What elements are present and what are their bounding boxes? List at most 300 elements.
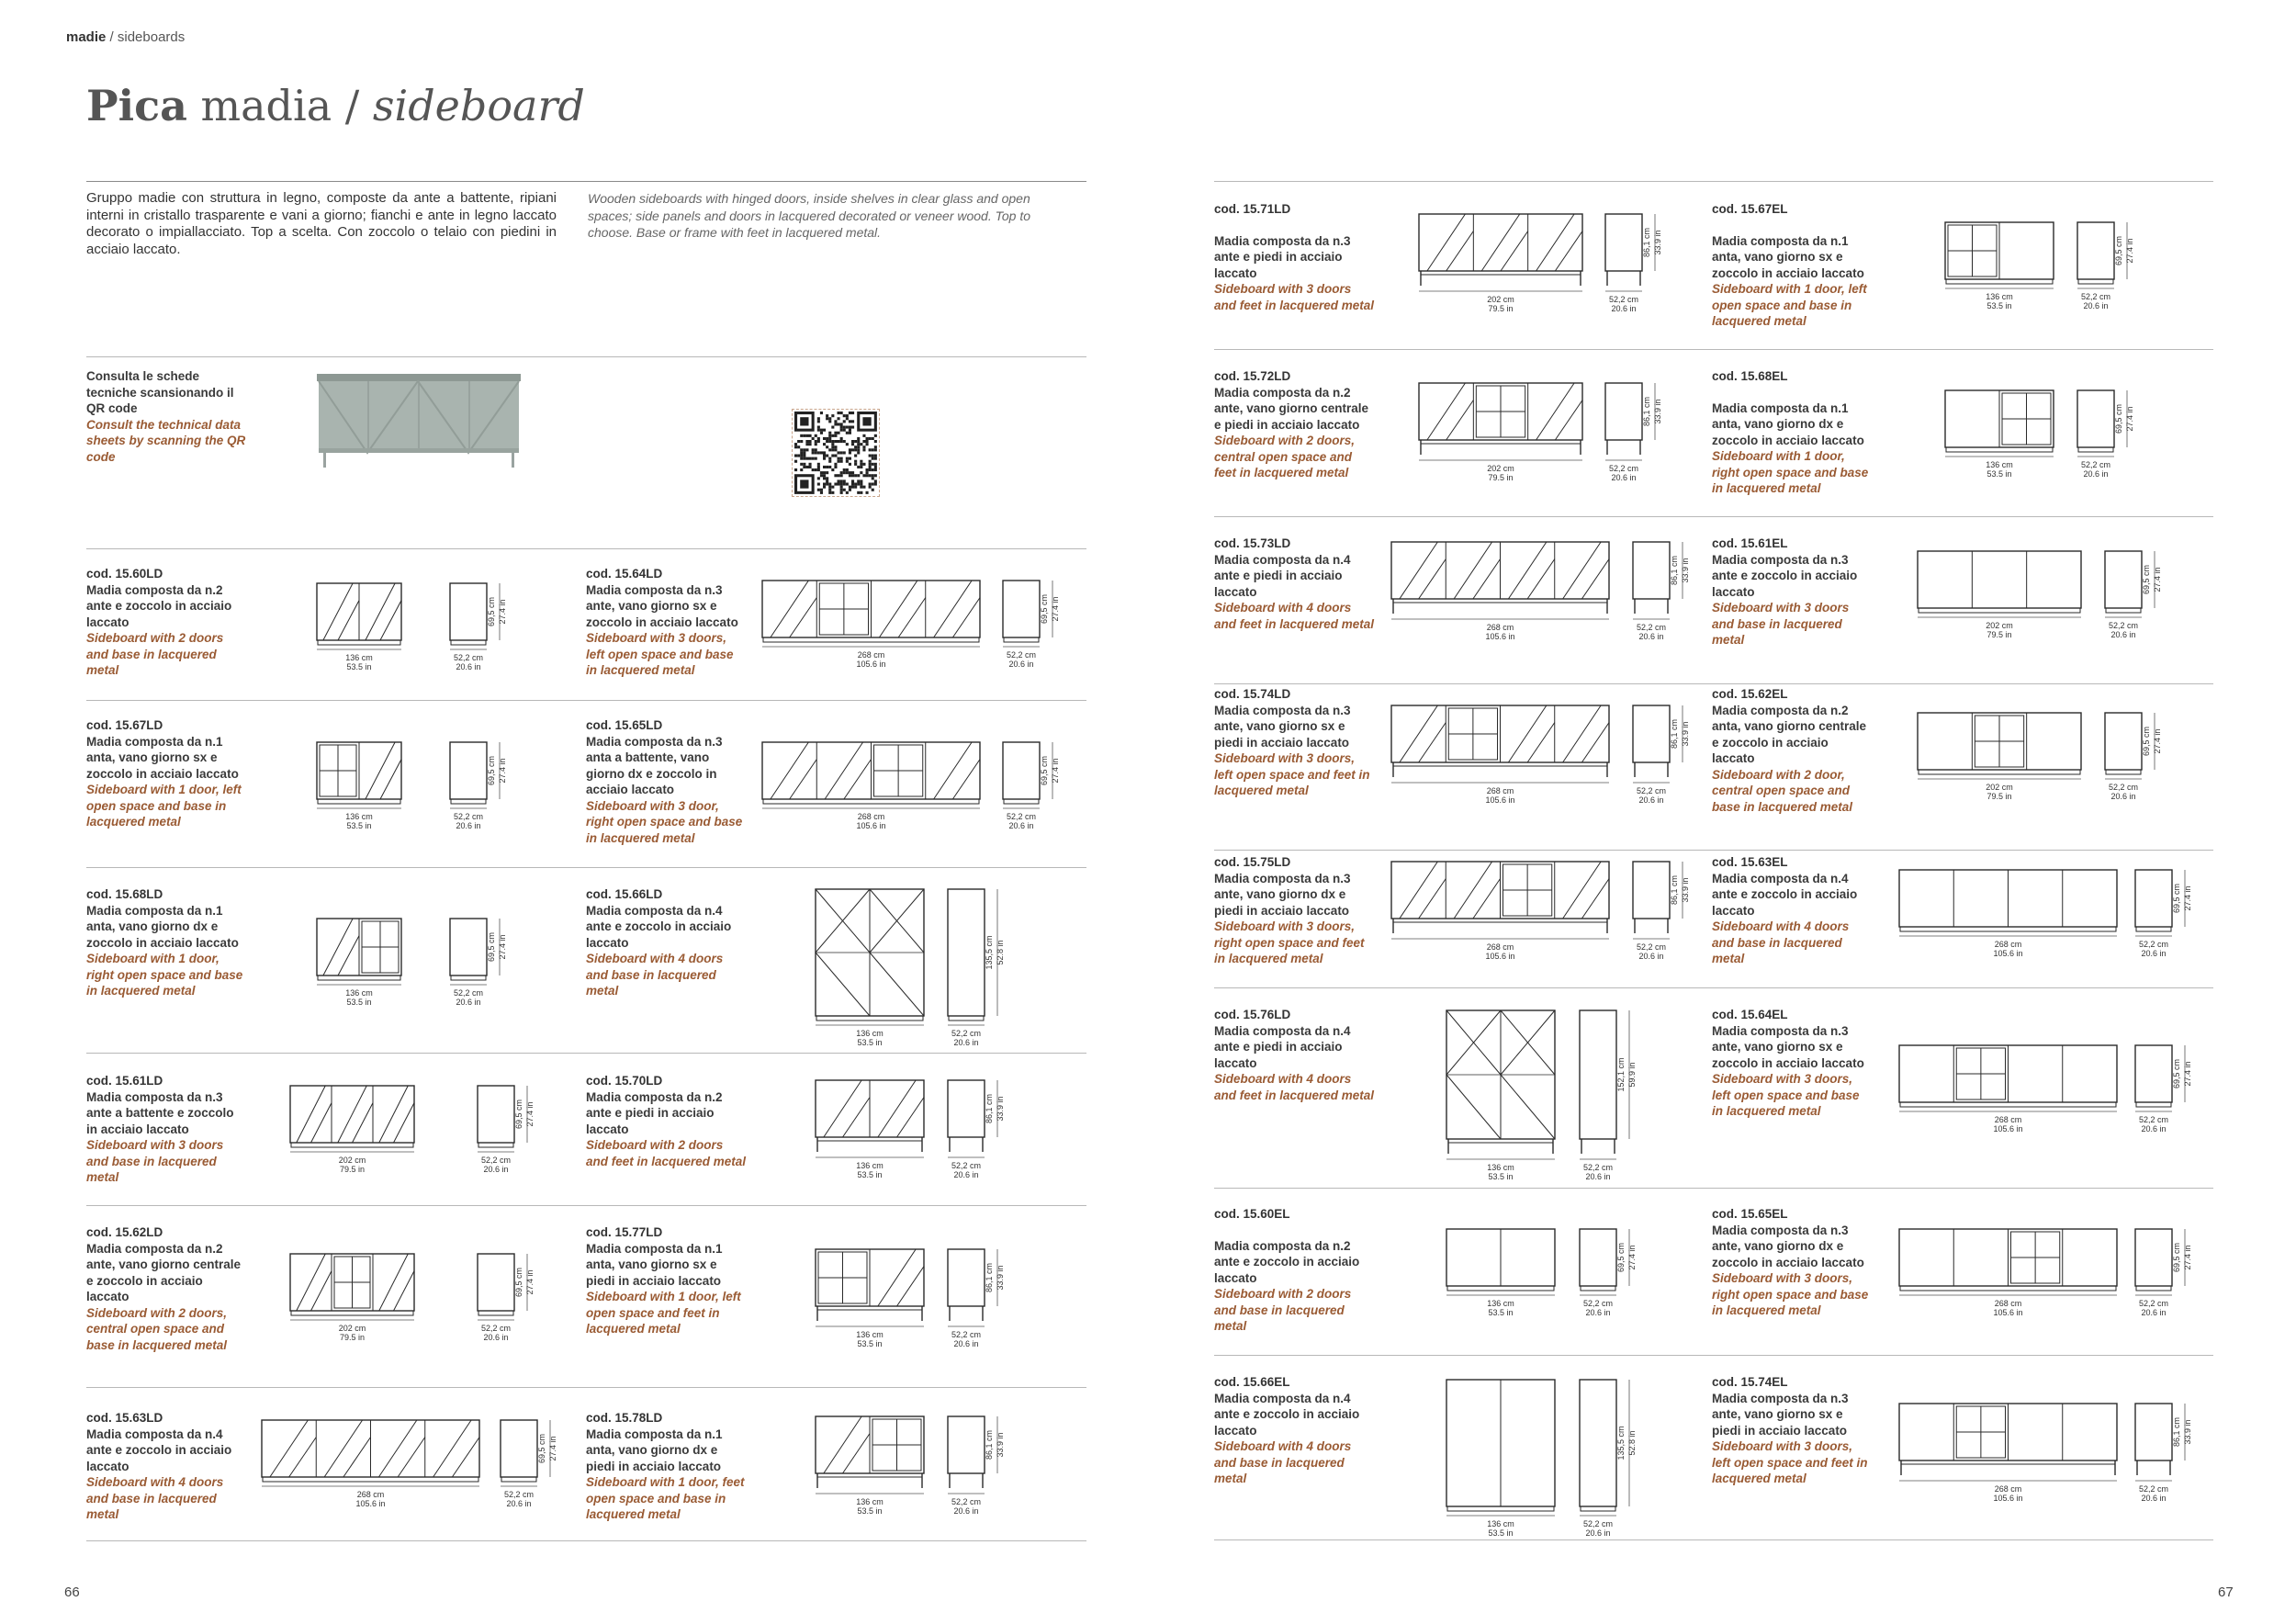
product-desc-en: Sideboard with 3 doors and feet in lacquered metal xyxy=(1214,282,1375,312)
dimension-label: 20.6 in xyxy=(1585,1528,1611,1538)
product-code: cod. 15.68EL xyxy=(1712,369,1788,383)
dimension-label: 27.4 in xyxy=(2153,728,2162,754)
plinth xyxy=(2106,608,2141,613)
product-desc-en: Sideboard with 3 doors, right open space and feet in lacquered metal xyxy=(1214,919,1365,965)
dimension-label: 20.6 in xyxy=(506,1499,532,1508)
dimension-label: 20.6 in xyxy=(456,662,481,671)
sideboard-side xyxy=(450,583,487,640)
dimension-label: 33.9 in xyxy=(1653,399,1662,424)
dimension-label: 52,2 cm xyxy=(2138,1115,2169,1124)
dimension-label: 105.6 in xyxy=(1485,632,1515,641)
dimension-label: 33.9 in xyxy=(996,1265,1005,1291)
dimension-label: 86,1 cm xyxy=(1642,396,1651,427)
dimension-label: 79.5 in xyxy=(339,1333,366,1342)
dimension-label: 52,2 cm xyxy=(2108,783,2139,792)
dimension-label: 53.5 in xyxy=(346,821,372,830)
title-bold: Pica xyxy=(86,81,187,130)
dimension-label: 202 cm xyxy=(1986,783,2013,792)
plinth xyxy=(1004,799,1039,804)
dimension-label: 20.6 in xyxy=(2141,949,2167,958)
product-desc-it: Madia composta da n.3 ante, vano giorno dx e zoccolo in acciaio laccato xyxy=(1712,1223,1864,1269)
dimension-label: 105.6 in xyxy=(1485,795,1515,805)
product-desc-en: Sideboard with 2 doors and base in lacquered metal xyxy=(1214,1287,1352,1333)
dimension-label: 136 cm xyxy=(345,988,373,998)
dimension-label: 52,2 cm xyxy=(951,1029,982,1038)
dimension-label: 52,2 cm xyxy=(2138,940,2169,949)
sideboard-side xyxy=(501,1420,537,1477)
product-desc-it: Madia composta da n.1 anta, vano giorno sx e piedi in acciaio laccato xyxy=(586,1241,723,1288)
product-desc-it: Madia composta da n.1 anta, vano giorno dx e zoccolo in acciaio laccato xyxy=(86,903,239,950)
dimension-label: 20.6 in xyxy=(1611,304,1637,313)
sideboard-side xyxy=(1633,705,1670,762)
product-desc-it: Madia composta da n.1 anta, vano giorno sx e zoccolo in acciaio laccato xyxy=(1712,233,1864,280)
dimension-label: 33.9 in xyxy=(996,1096,1005,1122)
product-code: cod. 15.74LD xyxy=(1214,687,1291,701)
sideboard-side xyxy=(450,919,487,976)
dimension-label: 20.6 in xyxy=(953,1506,979,1516)
product-code: cod. 15.63EL xyxy=(1712,855,1788,869)
plinth xyxy=(2078,447,2113,452)
dimension-label: 52,2 cm xyxy=(1636,786,1667,795)
dimension-label: 52,2 cm xyxy=(1006,650,1037,660)
product-code: cod. 15.61LD xyxy=(86,1074,163,1088)
product-desc-en: Sideboard with 2 doors and base in lacquered metal xyxy=(86,631,224,677)
breadcrumb-subsection: sideboards xyxy=(117,29,186,45)
dimension-label: 27.4 in xyxy=(498,934,507,960)
product-desc-en: Sideboard with 4 doors and base in lacquered metal xyxy=(1712,919,1850,965)
dimension-label: 86,1 cm xyxy=(1670,874,1679,906)
product-desc-en: Sideboard with 2 doors and feet in lacquered metal xyxy=(586,1138,747,1168)
dimension-label: 52.8 in xyxy=(1627,1430,1637,1456)
sideboard-side xyxy=(2135,1404,2172,1460)
dimension-label: 27.4 in xyxy=(2125,238,2134,264)
plinth xyxy=(291,1311,413,1315)
dimension-label: 86,1 cm xyxy=(1642,227,1651,258)
plinth xyxy=(318,976,400,980)
plinth xyxy=(1581,1286,1615,1291)
dimension-label: 136 cm xyxy=(345,812,373,821)
dimension-label: 53.5 in xyxy=(1488,1528,1514,1538)
dimension-label: 20.6 in xyxy=(2083,469,2109,479)
dimension-label: 27.4 in xyxy=(2125,406,2134,432)
dimension-label: 27.4 in xyxy=(525,1269,535,1295)
dimension-label: 27.4 in xyxy=(1627,1245,1637,1270)
sideboard-side xyxy=(2105,551,2142,608)
sideboard-side xyxy=(2135,1229,2172,1286)
product-code: cod. 15.62LD xyxy=(86,1225,163,1239)
dimension-label: 33.9 in xyxy=(2183,1419,2192,1445)
product-desc-en: Sideboard with 3 doors, left open space and base in lacquered metal xyxy=(1712,1072,1860,1118)
dimension-label: 20.6 in xyxy=(2083,301,2109,310)
dimension-label: 20.6 in xyxy=(2110,792,2136,801)
product-desc-en: Sideboard with 1 door, left open space and feet in lacquered metal xyxy=(586,1290,741,1336)
dimension-label: 20.6 in xyxy=(1008,660,1034,669)
plinth xyxy=(949,1016,984,1021)
sideboard-side xyxy=(478,1254,514,1311)
page-number-right: 67 xyxy=(2218,1585,2234,1600)
sideboard-side xyxy=(1605,383,1642,440)
product-desc-en: Sideboard with 3 door, right open space and base in lacquered metal xyxy=(586,798,743,845)
plinth xyxy=(1946,447,2053,452)
dimension-label: 52,2 cm xyxy=(951,1497,982,1506)
dimension-label: 86,1 cm xyxy=(985,1262,994,1293)
dimension-label: 52,2 cm xyxy=(2080,460,2111,469)
dimension-label: 69,5 cm xyxy=(1040,755,1049,786)
sideboard-side xyxy=(1580,1380,1616,1506)
product-code: cod. 15.61EL xyxy=(1712,536,1788,550)
product-desc-it: Madia composta da n.4 ante e piedi in acciaio laccato xyxy=(1214,552,1351,599)
product-desc-en: Sideboard with 4 doors and feet in lacquered metal xyxy=(1214,601,1375,631)
dimension-label: 152,1 cm xyxy=(1616,1057,1626,1092)
product-code: cod. 15.76LD xyxy=(1214,1008,1291,1021)
sideboard-side xyxy=(1580,1229,1616,1286)
product-code: cod. 15.75LD xyxy=(1214,855,1291,869)
dimension-label: 268 cm xyxy=(1994,1484,2022,1494)
dimension-label: 69,5 cm xyxy=(2114,235,2123,266)
dimension-label: 52,2 cm xyxy=(480,1156,512,1165)
page-number-left: 66 xyxy=(64,1585,80,1600)
plinth xyxy=(1447,1286,1554,1291)
sideboard-side xyxy=(948,1080,985,1137)
product-desc-it: Madia composta da n.4 ante e zoccolo in acciaio laccato xyxy=(586,903,732,950)
dimension-label: 52,2 cm xyxy=(503,1490,535,1499)
dimension-label: 53.5 in xyxy=(346,998,372,1007)
dimension-label: 69,5 cm xyxy=(2114,403,2123,434)
dimension-label: 52,2 cm xyxy=(1636,623,1667,632)
sideboard-front xyxy=(1918,551,2081,608)
plinth xyxy=(318,640,400,645)
dimension-label: 52,2 cm xyxy=(1608,295,1639,304)
dimension-label: 202 cm xyxy=(1986,621,2013,630)
product-desc-it: Madia composta da n.2 ante e zoccolo in acciaio laccato xyxy=(1214,1238,1360,1285)
sideboard-side xyxy=(2105,713,2142,770)
dimension-label: 27.4 in xyxy=(498,599,507,625)
product-code: cod. 15.78LD xyxy=(586,1411,663,1425)
dimension-label: 52.8 in xyxy=(996,940,1005,965)
product-code: cod. 15.62EL xyxy=(1712,687,1788,701)
product-code: cod. 15.60EL xyxy=(1214,1207,1290,1221)
sideboard-side xyxy=(1633,862,1670,919)
product-desc-it: Madia composta da n.3 ante, vano giorno dx e piedi in acciaio laccato xyxy=(1214,871,1351,918)
dimension-label: 268 cm xyxy=(1994,940,2022,949)
product-code: cod. 15.74EL xyxy=(1712,1375,1788,1389)
plinth xyxy=(478,1143,513,1147)
product-desc-it: Madia composta da n.1 anta, vano giorno dx e zoccolo in acciaio laccato xyxy=(1712,400,1864,447)
dimension-label: 136 cm xyxy=(856,1029,884,1038)
dimension-label: 79.5 in xyxy=(1488,304,1514,313)
product-desc-it: Madia composta da n.2 ante, vano giorno centrale e zoccolo in acciaio laccato xyxy=(86,1241,242,1303)
product-desc-en: Sideboard with 3 doors and base in lacquered metal xyxy=(1712,601,1850,647)
product-desc-en: Sideboard with 2 doors, central open space and base in lacquered metal xyxy=(86,1305,228,1352)
dimension-label: 20.6 in xyxy=(953,1170,979,1179)
dimension-label: 69,5 cm xyxy=(514,1099,523,1130)
dimension-label: 33.9 in xyxy=(996,1432,1005,1458)
dimension-label: 105.6 in xyxy=(1485,952,1515,961)
product-desc-it: Madia composta da n.2 ante, vano giorno centrale e piedi in acciaio laccato xyxy=(1214,385,1369,432)
dimension-label: 53.5 in xyxy=(346,662,372,671)
dimension-label: 20.6 in xyxy=(456,998,481,1007)
dimension-label: 20.6 in xyxy=(1638,632,1664,641)
dimension-label: 53.5 in xyxy=(1488,1308,1514,1317)
product-desc-en: Sideboard with 1 door, right open space and base in lacquered metal xyxy=(1712,449,1869,495)
sideboard-side xyxy=(2077,222,2114,279)
product-desc-en: Sideboard with 1 door, feet open space and base in lacquered metal xyxy=(586,1475,745,1521)
product-code: cod. 15.77LD xyxy=(586,1225,663,1239)
dimension-label: 86,1 cm xyxy=(985,1093,994,1124)
product-desc-it: Madia composta da n.2 anta, vano giorno centrale e zoccolo in acciaio laccato xyxy=(1712,703,1867,765)
dimension-label: 135,5 cm xyxy=(1616,1426,1626,1460)
dimension-label: 20.6 in xyxy=(2141,1494,2167,1503)
dimension-label: 268 cm xyxy=(1994,1299,2022,1308)
plinth xyxy=(451,799,486,804)
product-desc-en: Sideboard with 1 door, left open space and base in lacquered metal xyxy=(1712,282,1867,328)
product-code: cod. 15.70LD xyxy=(586,1074,663,1088)
breadcrumb-separator: / xyxy=(106,29,118,45)
dimension-label: 268 cm xyxy=(857,650,885,660)
product-code: cod. 15.72LD xyxy=(1214,369,1291,383)
product-code: cod. 15.63LD xyxy=(86,1411,163,1425)
product-code: cod. 15.66LD xyxy=(586,887,663,901)
dimension-label: 69,5 cm xyxy=(487,596,496,627)
dimension-label: 52,2 cm xyxy=(951,1161,982,1170)
plinth xyxy=(1919,770,2080,774)
dimension-label: 69,5 cm xyxy=(2172,883,2181,914)
product-code: cod. 15.65LD xyxy=(586,718,663,732)
plinth xyxy=(478,1311,513,1315)
dimension-label: 53.5 in xyxy=(857,1170,883,1179)
dimension-label: 27.4 in xyxy=(525,1101,535,1127)
product-desc-en: Sideboard with 3 doors, right open space and base in lacquered metal xyxy=(1712,1271,1869,1317)
dimension-label: 105.6 in xyxy=(1993,1124,2023,1133)
dimension-label: 69,5 cm xyxy=(514,1267,523,1298)
dimension-label: 105.6 in xyxy=(856,821,886,830)
product-desc-it: Madia composta da n.1 anta, vano giorno dx e piedi in acciaio laccato xyxy=(586,1427,723,1473)
dimension-label: 52,2 cm xyxy=(480,1324,512,1333)
dimension-label: 69,5 cm xyxy=(487,755,496,786)
dimension-label: 20.6 in xyxy=(483,1333,509,1342)
product-desc-en: Sideboard with 2 door, central open space and base in lacquered metal xyxy=(1712,767,1853,814)
dimension-label: 105.6 in xyxy=(1993,949,2023,958)
dimension-label: 52,2 cm xyxy=(1636,942,1667,952)
dimension-label: 79.5 in xyxy=(1986,630,2012,639)
product-desc-en: Sideboard with 4 doors and base in lacquered metal xyxy=(586,952,724,998)
product-desc-it: Madia composta da n.2 ante e zoccolo in acciaio laccato xyxy=(86,582,232,629)
product-code: cod. 15.71LD xyxy=(1214,202,1291,216)
product-desc-en: Sideboard with 4 doors and base in lacquered metal xyxy=(86,1475,224,1521)
sideboard-side xyxy=(948,889,985,1016)
sideboard-side xyxy=(1003,581,1040,637)
dimension-label: 20.6 in xyxy=(2110,630,2136,639)
plinth xyxy=(816,1016,923,1021)
dimension-label: 20.6 in xyxy=(2141,1124,2167,1133)
dimension-label: 202 cm xyxy=(1487,464,1514,473)
plinth xyxy=(2136,1102,2171,1107)
dimension-label: 33.9 in xyxy=(1653,230,1662,255)
dimension-label: 52,2 cm xyxy=(1582,1519,1614,1528)
dimension-label: 27.4 in xyxy=(548,1436,557,1461)
dimension-label: 53.5 in xyxy=(1986,301,2012,310)
dimension-label: 20.6 in xyxy=(1638,952,1664,961)
title-italic: sideboard xyxy=(372,81,585,130)
plinth xyxy=(1900,1102,2116,1107)
product-code: cod. 15.73LD xyxy=(1214,536,1291,550)
consult-english: Consult the technical data sheets by scanning the QR code xyxy=(86,417,246,464)
dimension-label: 27.4 in xyxy=(2153,567,2162,592)
intro-italian: Gruppo madie con struttura in legno, composte da ante a battente, ripiani interni in cristallo trasparente e vani a giorno; fianchi e ante in legno laccato decorato o impiallacciato. Top a scelta. Con zoccolo o telaio con piedini in acciaio laccato. xyxy=(86,190,557,257)
dimension-label: 27.4 in xyxy=(2183,885,2192,911)
dimension-label: 69,5 cm xyxy=(487,931,496,963)
product-desc-it: Madia composta da n.4 ante e zoccolo in acciaio laccato xyxy=(1214,1391,1360,1438)
product-code: cod. 15.67EL xyxy=(1712,202,1788,216)
dimension-label: 33.9 in xyxy=(1681,558,1690,583)
product-desc-it: Madia composta da n.3 ante e piedi in acciaio laccato xyxy=(1214,233,1351,280)
sideboard-side xyxy=(2135,870,2172,927)
dimension-label: 105.6 in xyxy=(856,660,886,669)
dimension-label: 53.5 in xyxy=(857,1506,883,1516)
dimension-label: 136 cm xyxy=(856,1497,884,1506)
product-desc-en: Sideboard with 3 doors, left open space and feet in lacquered metal xyxy=(1712,1439,1868,1485)
dimension-label: 136 cm xyxy=(1487,1519,1514,1528)
sideboard-side xyxy=(1003,742,1040,799)
sideboard-side xyxy=(478,1086,514,1143)
dimension-label: 52,2 cm xyxy=(951,1330,982,1339)
product-desc-it: Madia composta da n.3 ante, vano giorno sx e zoccolo in acciaio laccato xyxy=(1712,1023,1864,1070)
dimension-label: 69,5 cm xyxy=(2142,726,2151,757)
plinth xyxy=(451,976,486,980)
dimension-label: 20.6 in xyxy=(1638,795,1664,805)
dimension-label: 33.9 in xyxy=(1681,721,1690,747)
product-code: cod. 15.66EL xyxy=(1214,1375,1290,1389)
dimension-label: 27.4 in xyxy=(1051,596,1060,622)
product-desc-en: Sideboard with 1 door, right open space and base in lacquered metal xyxy=(86,952,243,998)
product-desc-it: Madia composta da n.3 ante, vano giorno sx e piedi in acciaio laccato xyxy=(1712,1391,1849,1438)
dimension-label: 136 cm xyxy=(1986,460,2013,469)
plinth xyxy=(2078,279,2113,284)
dimension-label: 69,5 cm xyxy=(2142,564,2151,595)
dimension-label: 86,1 cm xyxy=(2172,1416,2181,1448)
plinth xyxy=(1900,927,2116,931)
product-desc-en: Sideboard with 3 doors, left open space and base in lacquered metal xyxy=(586,631,734,677)
product-desc-it: Madia composta da n.2 ante e piedi in acciaio laccato xyxy=(586,1089,723,1136)
dimension-label: 52,2 cm xyxy=(1006,812,1037,821)
sideboard-side xyxy=(1580,1010,1616,1139)
dimension-label: 27.4 in xyxy=(2183,1245,2192,1270)
product-code: cod. 15.68LD xyxy=(86,887,163,901)
dimension-label: 20.6 in xyxy=(953,1038,979,1047)
dimension-label: 20.6 in xyxy=(1585,1308,1611,1317)
product-desc-en: Sideboard with 3 doors and base in lacquered metal xyxy=(86,1138,224,1184)
dimension-label: 69,5 cm xyxy=(1616,1242,1626,1273)
product-code: cod. 15.64EL xyxy=(1712,1008,1788,1021)
dimension-label: 52,2 cm xyxy=(453,653,484,662)
dimension-label: 268 cm xyxy=(1486,623,1514,632)
plinth xyxy=(2136,1286,2171,1291)
dimension-label: 79.5 in xyxy=(339,1165,366,1174)
dimension-label: 20.6 in xyxy=(1585,1172,1611,1181)
product-desc-it: Madia composta da n.3 ante, vano giorno sx e zoccolo in acciaio laccato xyxy=(586,582,738,629)
intro-english: Wooden sideboards with hinged doors, inside shelves in clear glass and open spaces; side panels and doors in lacquered decorated or veneer wood. Top to choose. Base or frame with feet in lacquered metal. xyxy=(588,191,1031,240)
dimension-label: 268 cm xyxy=(1486,942,1514,952)
sideboard-side xyxy=(948,1249,985,1306)
product-code: cod. 15.64LD xyxy=(586,567,663,581)
dimension-label: 105.6 in xyxy=(355,1499,386,1508)
dimension-label: 69,5 cm xyxy=(1040,593,1049,625)
dimension-label: 53.5 in xyxy=(857,1339,883,1348)
dimension-label: 53.5 in xyxy=(1488,1172,1514,1181)
product-desc-en: Sideboard with 2 doors, central open space and feet in lacquered metal xyxy=(1214,434,1356,479)
plinth xyxy=(1900,1286,2116,1291)
dimension-label: 202 cm xyxy=(1487,295,1514,304)
dimension-label: 268 cm xyxy=(356,1490,385,1499)
dimension-label: 79.5 in xyxy=(1986,792,2012,801)
product-desc-it: Madia composta da n.3 ante, vano giorno sx e piedi in acciaio laccato xyxy=(1214,703,1351,750)
dimension-label: 27.4 in xyxy=(498,758,507,784)
dimension-label: 136 cm xyxy=(1487,1163,1514,1172)
sideboard-side xyxy=(2077,390,2114,447)
dimension-label: 20.6 in xyxy=(456,821,481,830)
dimension-label: 20.6 in xyxy=(483,1165,509,1174)
dimension-label: 136 cm xyxy=(856,1161,884,1170)
plinth xyxy=(1946,279,2053,284)
product-desc-it: Madia composta da n.3 ante a battente e zoccolo in acciaio laccato xyxy=(86,1089,234,1136)
dimension-label: 52,2 cm xyxy=(453,812,484,821)
plinth xyxy=(451,640,486,645)
dimension-label: 136 cm xyxy=(345,653,373,662)
dimension-label: 53.5 in xyxy=(857,1038,883,1047)
dimension-label: 69,5 cm xyxy=(2172,1058,2181,1089)
product-desc-en: Sideboard with 1 door, left open space and base in lacquered metal xyxy=(86,783,242,829)
dimension-label: 135,5 cm xyxy=(985,935,994,970)
dimension-label: 105.6 in xyxy=(1993,1308,2023,1317)
dimension-label: 59.9 in xyxy=(1627,1062,1637,1088)
plinth xyxy=(291,1143,413,1147)
product-desc-it: Madia composta da n.4 ante e zoccolo in acciaio laccato xyxy=(86,1427,232,1473)
plinth xyxy=(763,637,979,642)
product-desc-it: Madia composta da n.4 ante e piedi in acciaio laccato xyxy=(1214,1023,1351,1070)
dimension-label: 52,2 cm xyxy=(2080,292,2111,301)
product-code: cod. 15.65EL xyxy=(1712,1207,1788,1221)
dimension-label: 268 cm xyxy=(1486,786,1514,795)
product-desc-en: Sideboard with 3 doors, left open space and feet in lacquered metal xyxy=(1214,751,1370,797)
dimension-label: 105.6 in xyxy=(1993,1494,2023,1503)
plinth xyxy=(318,799,400,804)
plinth xyxy=(1581,1506,1615,1511)
plinth xyxy=(2106,770,2141,774)
sideboard-side xyxy=(2135,1045,2172,1102)
product-desc-it: Madia composta da n.3 ante e zoccolo in acciaio laccato xyxy=(1712,552,1858,599)
plinth xyxy=(763,799,979,804)
dimension-label: 86,1 cm xyxy=(985,1429,994,1460)
dimension-label: 27.4 in xyxy=(2183,1061,2192,1087)
sideboard-side xyxy=(1633,542,1670,599)
plinth xyxy=(1004,637,1039,642)
dimension-label: 86,1 cm xyxy=(1670,555,1679,586)
dimension-label: 52,2 cm xyxy=(2108,621,2139,630)
dimension-label: 52,2 cm xyxy=(1582,1163,1614,1172)
dimension-label: 20.6 in xyxy=(1611,473,1637,482)
dimension-label: 79.5 in xyxy=(1488,473,1514,482)
dimension-label: 268 cm xyxy=(857,812,885,821)
dimension-label: 136 cm xyxy=(1487,1299,1514,1308)
plinth xyxy=(263,1477,478,1482)
product-desc-it: Madia composta da n.1 anta, vano giorno sx e zoccolo in acciaio laccato xyxy=(86,734,239,781)
product-code: cod. 15.67LD xyxy=(86,718,163,732)
dimension-label: 52,2 cm xyxy=(2138,1299,2169,1308)
sideboard-side xyxy=(450,742,487,799)
consult-italian: Consulta le schede tecniche scansionando il QR code xyxy=(86,369,234,415)
sideboard-side xyxy=(1605,214,1642,271)
dimension-label: 69,5 cm xyxy=(537,1433,546,1464)
